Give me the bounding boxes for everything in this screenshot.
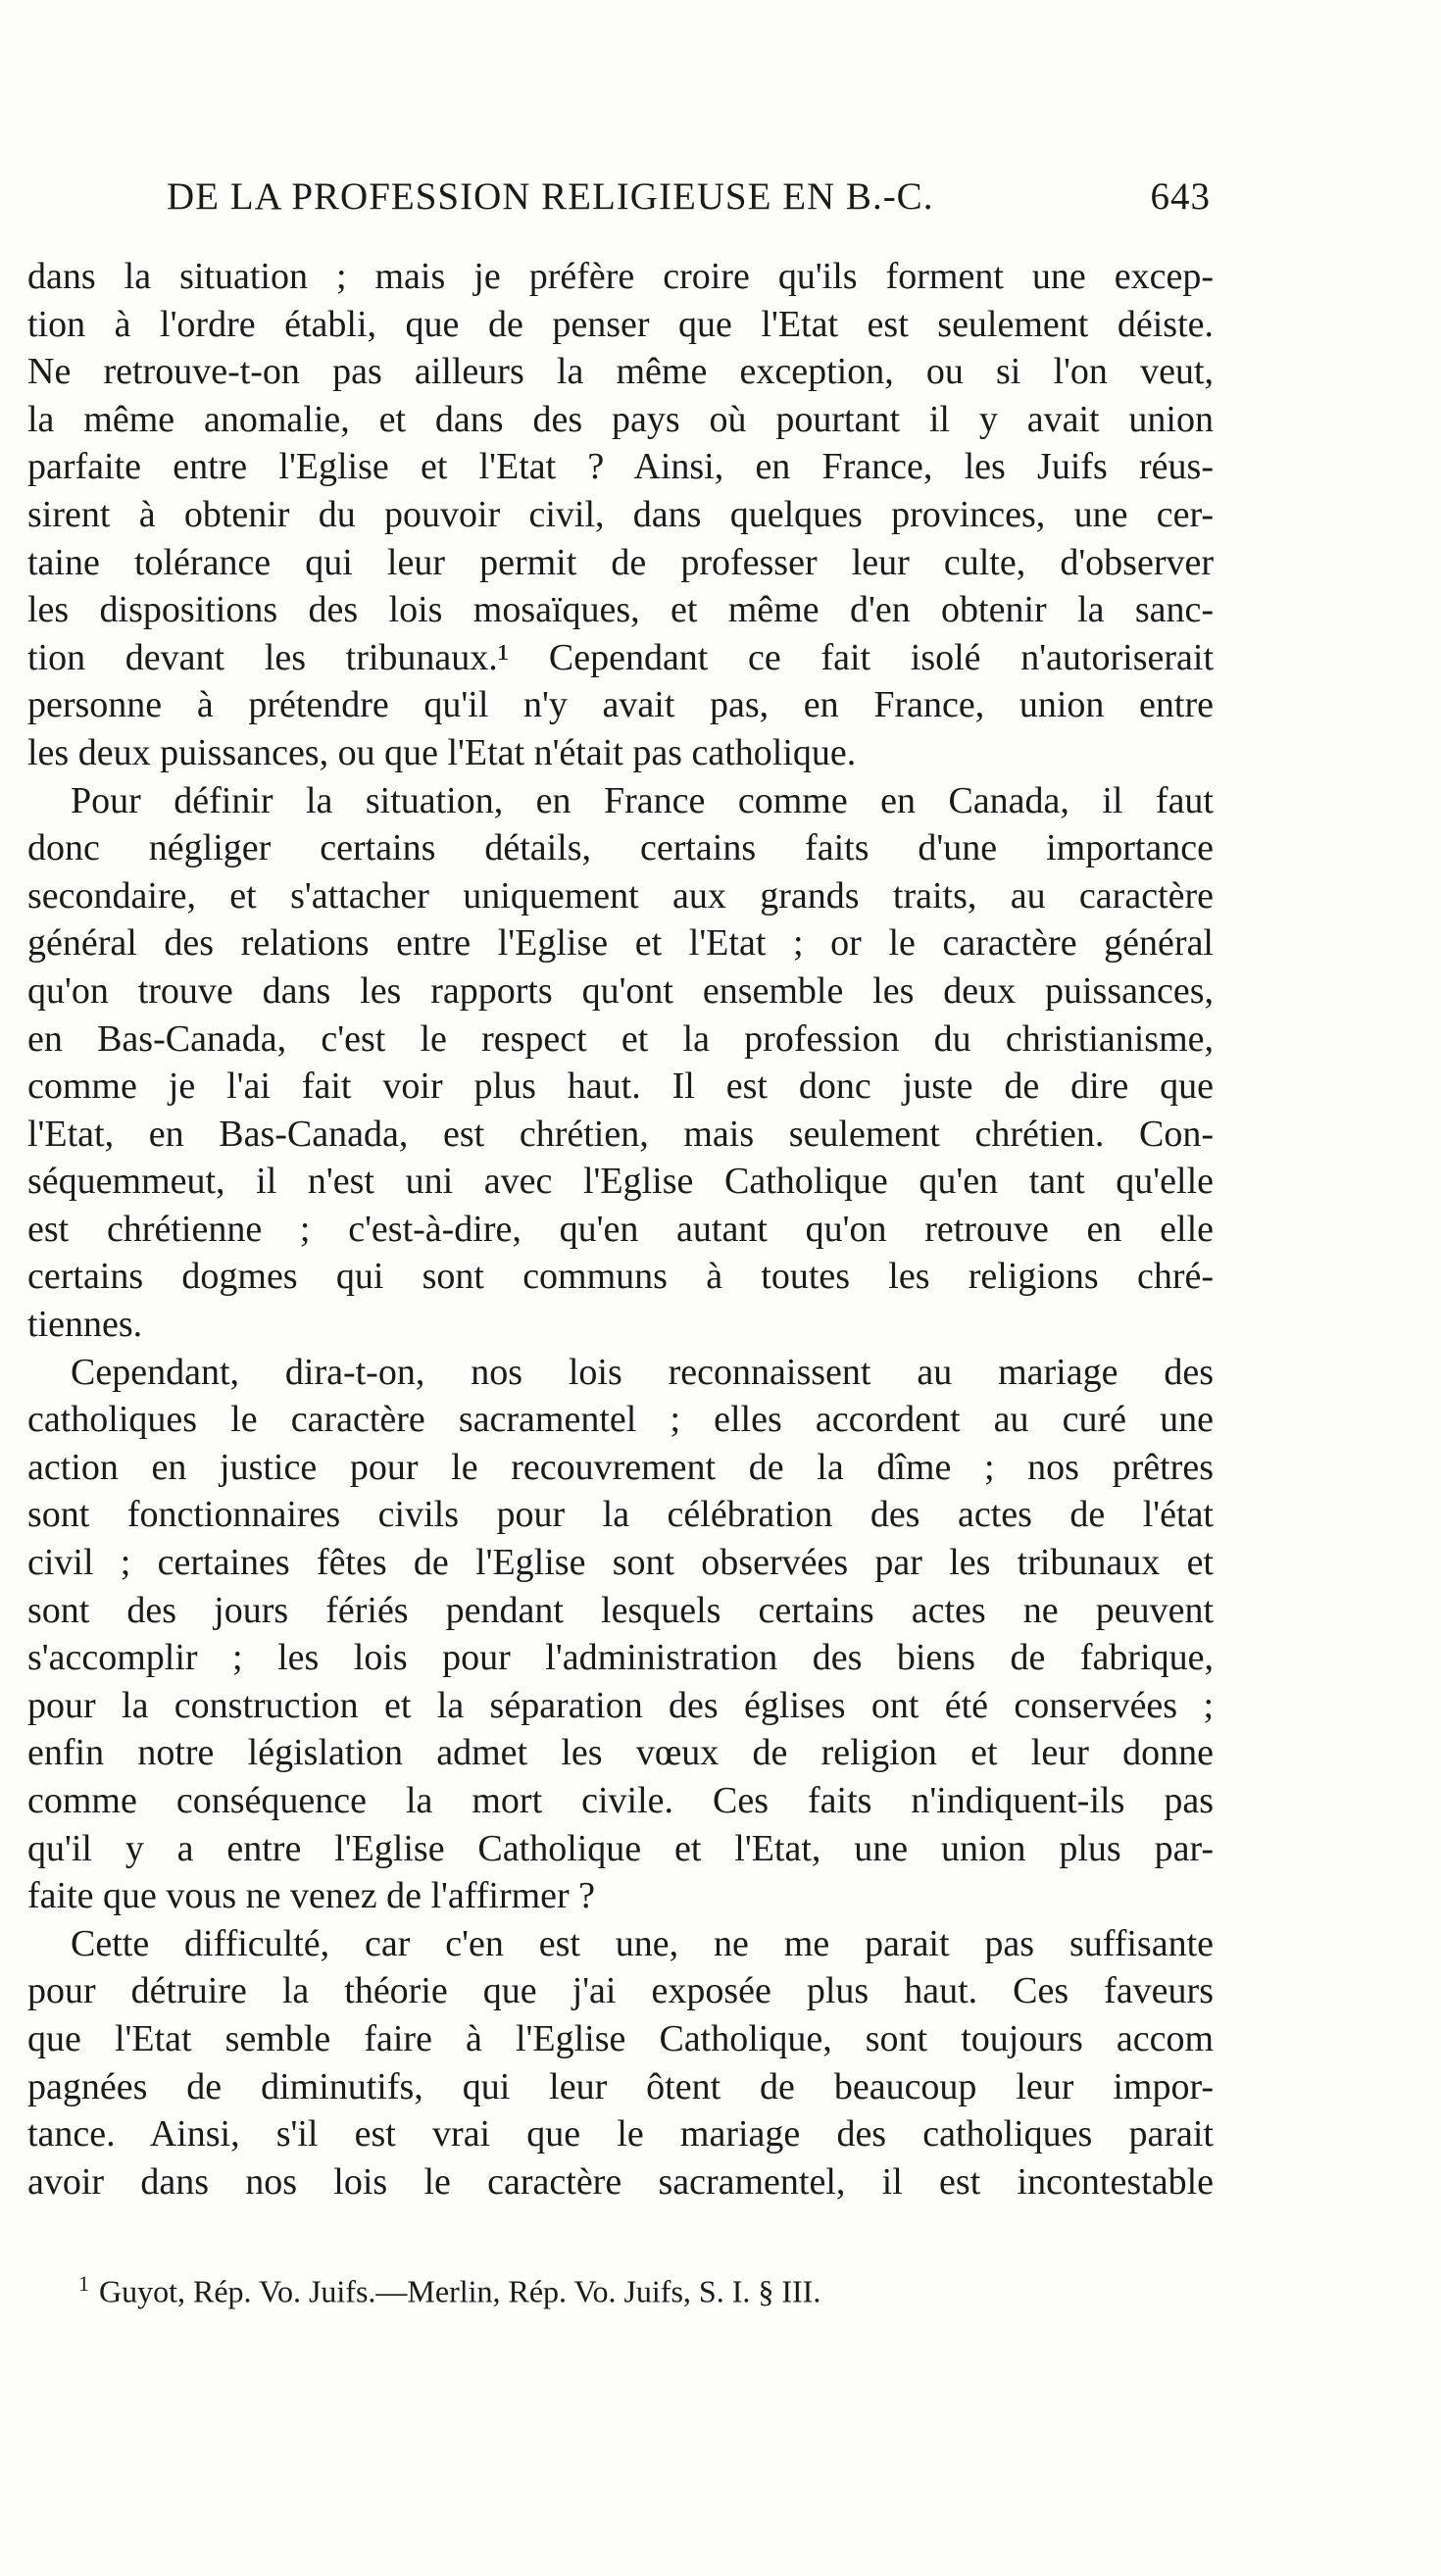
text-line: secondaire, et s'attacher uniquement aux grands traits, au caractère: [27, 874, 1214, 916]
text-line: comme je l'ai fait voir plus haut. Il est donc juste de dire que: [27, 1065, 1214, 1108]
text-line: dans la situation ; mais je préfère croire qu'ils forment une excep-: [27, 256, 1214, 297]
text-line: tance. Ainsi, s'il est vrai que le mariage des catholiques parait: [27, 2113, 1214, 2155]
text-line: avoir dans nos lois le caractère sacramentel, il est incontestable: [27, 2160, 1214, 2203]
text-line: pour la construction et la séparation des églises ont été conservées ;: [27, 1684, 1214, 1726]
text-line: donc négliger certains détails, certains faits d'une importance: [27, 827, 1214, 869]
text-line: catholiques le caractère sacramentel ; elles accordent au curé une: [27, 1399, 1214, 1441]
text-line: Cette difficulté, car c'en est une, ne me parait pas suffisante: [71, 1922, 1214, 1964]
paragraph-1: [27, 253, 1214, 777]
text-line: action en justice pour le recouvrement de la dîme ; nos prêtres: [27, 1446, 1214, 1488]
text-line: personne à prétendre qu'il n'y avait pas, en France, union entre: [27, 684, 1214, 726]
running-title: DE LA PROFESSION RELIGIEUSE EN B.-C.: [167, 175, 934, 218]
text-line: en Bas-Canada, c'est le respect et la profession du christianisme,: [27, 1017, 1214, 1060]
text-line: Cependant, dira-t-on, nos lois reconnaissent au mariage des: [71, 1351, 1214, 1393]
text-line: séquemmeut, il n'est uni avec l'Eglise Catholique qu'en tant qu'elle: [27, 1161, 1214, 1203]
footnote: [78, 2264, 1157, 2311]
text-line: l'Etat, en Bas-Canada, est chrétien, mais seulement chrétien. Con-: [27, 1113, 1214, 1155]
text-line: sont fonctionnaires civils pour la célébration des actes de l'état: [27, 1494, 1214, 1536]
text-line: les deux puissances, ou que l'Etat n'était pas catholique.: [27, 731, 857, 773]
text-line: comme conséquence la mort civile. Ces faits n'indiquent-ils pas: [27, 1780, 1214, 1821]
text-line: qu'il y a entre l'Eglise Catholique et l'Etat, une union plus par-: [27, 1827, 1214, 1869]
text-line: la même anomalie, et dans des pays où pourtant il y avait union: [27, 398, 1214, 440]
footnote-text: Guyot, Rép. Vo. Juifs.—Merlin, Rép. Vo. Juifs, S. I. § III.: [99, 2273, 821, 2309]
text-line: Ne retrouve-t-on pas ailleurs la même exception, ou si l'on veut,: [27, 351, 1214, 393]
text-line: pour détruire la théorie que j'ai exposée plus haut. Ces faveurs: [27, 1970, 1214, 2012]
text-line: tion à l'ordre établi, que de penser que l'Etat est seulement déiste.: [27, 303, 1214, 345]
paragraph-4: [27, 1920, 1214, 2206]
text-line: est chrétienne ; c'est-à-dire, qu'en autant qu'on retrouve en elle: [27, 1208, 1214, 1250]
text-line: sont des jours fériés pendant lesquels certains actes ne peuvent: [27, 1589, 1214, 1631]
text-line: sirent à obtenir du pouvoir civil, dans quelques provinces, une cer-: [27, 493, 1214, 535]
page-number: 643: [1150, 175, 1211, 218]
footnote-number: 1: [78, 2271, 89, 2296]
paragraph-3: [27, 1349, 1214, 1920]
text-line: tion devant les tribunaux.¹ Cependant ce fait isolé n'autoriserait: [27, 636, 1214, 678]
text-line: parfaite entre l'Eglise et l'Etat ? Ainsi, en France, les Juifs réus-: [27, 446, 1214, 488]
paragraph-2: [27, 777, 1214, 1349]
text-line: les dispositions des lois mosaïques, et même d'en obtenir la sanc-: [27, 589, 1214, 631]
text-line: pagnées de diminutifs, qui leur ôtent de beaucoup leur impor-: [27, 2065, 1214, 2107]
text-line: taine tolérance qui leur permit de professer leur culte, d'observer: [27, 541, 1214, 583]
text-line: certains dogmes qui sont communs à toutes les religions chré-: [27, 1256, 1214, 1298]
text-line: enfin notre législation admet les vœux de religion et leur donne: [27, 1732, 1214, 1774]
text-line: s'accomplir ; les lois pour l'administration des biens de fabrique,: [27, 1637, 1214, 1679]
text-line: tiennes.: [27, 1304, 143, 1346]
text-line: Pour définir la situation, en France comme en Canada, il faut: [71, 779, 1214, 821]
text-line: qu'on trouve dans les rapports qu'ont ensemble les deux puissances,: [27, 969, 1214, 1012]
body-text: [27, 253, 1214, 2205]
text-line: général des relations entre l'Eglise et l'Etat ; or le caractère général: [27, 922, 1214, 965]
running-head: [167, 174, 1211, 223]
text-line: que l'Etat semble faire à l'Eglise Catholique, sont toujours accom: [27, 2017, 1214, 2059]
text-line: faite que vous ne venez de l'affirmer ?: [27, 1875, 596, 1917]
text-line: civil ; certaines fêtes de l'Eglise sont observées par les tribunaux et: [27, 1542, 1214, 1584]
